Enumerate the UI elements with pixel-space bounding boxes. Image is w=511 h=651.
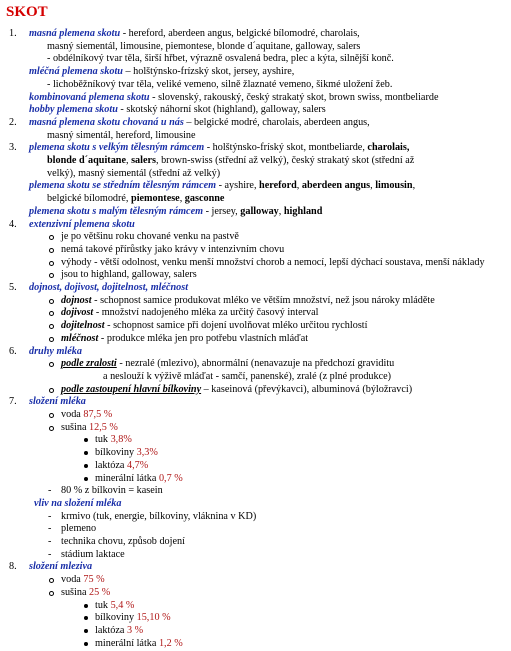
s3-velky-bold: salers bbox=[131, 155, 156, 166]
s3-velky-cont2: velký), masný siementál (střední až velký) bbox=[47, 167, 221, 179]
s8-susina bbox=[61, 587, 110, 600]
s5-item bbox=[61, 307, 318, 320]
s7-sub-label: bílkoviny bbox=[95, 447, 137, 459]
s3-maly-text: - jersey, bbox=[203, 205, 241, 217]
s5-text: - schopnost samice produkovat mléko ve větším množství, než jsou nároky mláděte bbox=[91, 294, 435, 306]
circle-bullet-icon bbox=[49, 324, 54, 329]
s7-vliv-item: plemeno bbox=[61, 523, 97, 535]
s5-item bbox=[61, 333, 308, 346]
s3-velky-cont bbox=[47, 155, 414, 168]
s3-maly-text: , bbox=[278, 205, 284, 217]
s7-susina bbox=[61, 422, 118, 435]
s8-sub-label: laktóza bbox=[95, 624, 127, 636]
dash-bullet-icon: - bbox=[48, 510, 52, 522]
s1-kombinovana-text: - slovenský, rakouský, český strakatý skot, brown swiss, montbeliarde bbox=[149, 91, 439, 103]
s2-heading: masná plemena skotu chovaná u nás bbox=[29, 116, 184, 128]
s1-masna-heading: masná plemena skotu bbox=[29, 28, 121, 39]
s5-term: dojnost bbox=[61, 294, 92, 306]
s1-mlecna-text: – holštýnsko-frízský skot, jersey, ayshire, bbox=[122, 66, 295, 78]
circle-bullet-icon bbox=[49, 591, 54, 596]
s3-velky-bold: blonde d´aquitane bbox=[47, 155, 126, 166]
s6-item-zralost bbox=[61, 358, 394, 371]
section-6-number: 6. bbox=[9, 345, 17, 357]
s1-masna-line bbox=[29, 28, 360, 41]
s7-sub-item bbox=[95, 460, 148, 473]
s1-masna-body: - obdélníkový tvar těla, širší hřbet, výrazně osvalená bedra, plec a kýta, silnější konč. bbox=[47, 53, 394, 65]
s7-voda-label: voda bbox=[61, 409, 84, 420]
dot-bullet-icon bbox=[84, 451, 88, 455]
s7-sub-item bbox=[95, 434, 132, 447]
s7-susina-value: 12,5 % bbox=[89, 421, 118, 433]
s4-item: jsou to highland, galloway, salers bbox=[61, 269, 197, 281]
s3-stredni-cont bbox=[47, 193, 224, 206]
s8-sub-label: bílkoviny bbox=[95, 612, 137, 624]
s6-item-bilkovina bbox=[61, 384, 412, 397]
s3-stredni-text: - ayshire, bbox=[216, 180, 260, 192]
s3-velky-line bbox=[29, 142, 409, 155]
s6-text: – kaseinová (převýkavci), albuminová (býložravci) bbox=[201, 383, 413, 395]
circle-bullet-icon bbox=[49, 426, 54, 431]
s1-hobby-heading: hobby plemena skotu bbox=[29, 104, 118, 116]
s1-hobby-line bbox=[29, 104, 326, 117]
circle-bullet-icon bbox=[49, 248, 54, 253]
s1-mlecna-heading: mléčná plemena skotu bbox=[29, 66, 123, 78]
s3-stredni-text: , bbox=[370, 180, 376, 192]
s8-sub-value: 15,10 % bbox=[136, 612, 171, 624]
page-title: SKOT bbox=[6, 4, 48, 20]
s7-vliv-heading: vliv na složení mléka bbox=[34, 497, 122, 509]
circle-bullet-icon bbox=[49, 273, 54, 278]
s8-sub-item bbox=[95, 638, 183, 651]
circle-bullet-icon bbox=[49, 362, 54, 367]
circle-bullet-icon bbox=[49, 413, 54, 418]
s2-text: – belgické modré, charolais, aberdeen angus, bbox=[183, 116, 370, 128]
s3-stredni-bold: limousin bbox=[375, 180, 413, 192]
dot-bullet-icon bbox=[84, 477, 88, 481]
dot-bullet-icon bbox=[84, 464, 88, 468]
s3-stredni-text: , bbox=[179, 193, 185, 205]
section-2-number: 2. bbox=[9, 116, 17, 128]
s5-text: - množství nadojeného mléka za určitý časový interval bbox=[93, 307, 319, 319]
s5-item bbox=[61, 295, 435, 308]
s5-item bbox=[61, 320, 367, 333]
s1-masna-breeds: masný siementál, limousine, piemontese, blonde d´aquitane, galloway, salers bbox=[47, 40, 361, 52]
s8-sub-item bbox=[95, 612, 171, 625]
s1-mlecna-line bbox=[29, 66, 294, 79]
s5-term: dojivost bbox=[61, 307, 94, 319]
section-7-number: 7. bbox=[9, 396, 17, 408]
dot-bullet-icon bbox=[84, 616, 88, 620]
s6-heading: druhy mléka bbox=[29, 345, 82, 357]
s8-sub-label: minerální látka bbox=[95, 637, 159, 649]
s5-text: - produkce mléka jen pro potřebu vlastních mláďat bbox=[98, 332, 309, 344]
circle-bullet-icon bbox=[49, 261, 54, 266]
s3-maly-bold: highland bbox=[283, 205, 323, 217]
s3-stredni-bold: piemontese bbox=[131, 193, 180, 205]
s7-sub-label: laktóza bbox=[95, 459, 127, 471]
s3-stredni-bold: hereford bbox=[259, 180, 297, 192]
s3-maly-bold: galloway bbox=[240, 205, 279, 217]
section-3-number: 3. bbox=[9, 142, 17, 154]
s3-maly-heading: plemena skotu s malým tělesným rámcem bbox=[29, 205, 204, 217]
s8-sub-item bbox=[95, 625, 143, 638]
s7-sub-value: 3,3% bbox=[136, 447, 158, 459]
circle-bullet-icon bbox=[49, 578, 54, 583]
s6-item-zralost-cont: a neslouží k výživě mláďat - samčí, panenské), zralé (z plné produkce) bbox=[103, 370, 392, 382]
s3-stredni-bold: gasconne bbox=[184, 193, 225, 205]
s3-stredni-bold: aberdeen angus bbox=[301, 180, 371, 192]
s8-sub-item bbox=[95, 600, 134, 613]
section-4-number: 4. bbox=[9, 218, 17, 230]
section-1-number: 1. bbox=[9, 28, 17, 39]
s5-term: mléčnost bbox=[61, 332, 99, 344]
s7-vliv-item: stádium laktace bbox=[61, 548, 125, 560]
s7-sub-label: minerální látka bbox=[95, 472, 159, 484]
s2-line bbox=[29, 117, 370, 130]
s1-hobby-text: - skotský náhorní skot (highland), galloway, salers bbox=[117, 104, 326, 116]
s7-sub-item bbox=[95, 473, 183, 486]
s3-maly-line bbox=[29, 206, 322, 219]
s3-velky-text: , bbox=[125, 155, 132, 166]
s1-mlecna-body: - lichoběžníkový tvar těla, veliké vemeno, silně žlaznaté vemeno, šikmé uložení žeb. bbox=[47, 78, 393, 90]
s7-vliv-item: krmivo (tuk, energie, bílkoviny, vláknina v KD) bbox=[61, 510, 257, 522]
s3-stredni-line bbox=[29, 180, 415, 193]
s7-sub-value: 4,7% bbox=[126, 459, 149, 471]
s5-text: - schopnost samice při dojení uvolňovat mléko určitou rychlostí bbox=[104, 320, 368, 332]
section-8-number: 8. bbox=[9, 561, 17, 573]
s8-heading: složení mleziva bbox=[29, 561, 93, 573]
s1-masna-text: - hereford, aberdeen angus, belgické bílomodré, charolais, bbox=[120, 28, 360, 39]
s3-stredni-text: belgické bílomodré, bbox=[47, 193, 132, 205]
s7-voda-value: 87,5 % bbox=[83, 409, 113, 420]
s2-text-cont: masný simentál, hereford, limousine bbox=[47, 129, 196, 141]
s3-velky-text: - holštýnsko-fríský skot, montbeliarde, bbox=[204, 142, 368, 154]
s3-velky-heading: plemena skotu s velkým tělesným rámcem bbox=[29, 142, 205, 154]
s8-sub-label: tuk bbox=[95, 599, 111, 611]
s7-sub-value: 3,8% bbox=[110, 434, 132, 446]
s3-stredni-text: , bbox=[412, 180, 416, 192]
dash-bullet-icon: - bbox=[48, 485, 52, 497]
s6-text: - nezralé (mlezivo), abnormální (nenavazuje na předchozí graviditu bbox=[116, 358, 395, 370]
s5-term: dojitelnost bbox=[61, 320, 105, 332]
s8-susina-value: 25 % bbox=[89, 586, 111, 598]
s4-heading: extenzivní plemena skotu bbox=[29, 218, 135, 230]
dash-bullet-icon: - bbox=[48, 548, 52, 560]
s7-voda bbox=[61, 409, 112, 422]
circle-bullet-icon bbox=[49, 337, 54, 342]
s8-sub-value: 5,4 % bbox=[110, 599, 135, 611]
dot-bullet-icon bbox=[84, 604, 88, 608]
s7-sub-item bbox=[95, 447, 158, 460]
s6-term: podle zastoupení hlavní bílkoviny bbox=[61, 383, 202, 395]
circle-bullet-icon bbox=[49, 311, 54, 316]
s3-stredni-text: , bbox=[296, 180, 302, 192]
s4-item: nemá takové přírůstky jako krávy v intenzivním chovu bbox=[61, 243, 285, 255]
dot-bullet-icon bbox=[84, 438, 88, 442]
s4-item: je po většinu roku chované venku na pastvě bbox=[61, 231, 239, 243]
s8-sub-value: 1,2 % bbox=[158, 637, 183, 649]
dash-bullet-icon: - bbox=[48, 523, 52, 535]
dot-bullet-icon bbox=[84, 642, 88, 646]
s1-kombinovana-heading: kombinovaná plemena skotu bbox=[29, 91, 150, 103]
s8-voda-label: voda bbox=[61, 574, 84, 586]
s3-stredni-heading: plemena skotu se středním tělesným rámcem bbox=[29, 180, 217, 192]
s5-heading: dojnost, dojivost, dojitelnost, mléčnost bbox=[29, 282, 189, 293]
circle-bullet-icon bbox=[49, 388, 54, 393]
s8-voda-value: 75 % bbox=[83, 574, 105, 586]
s7-sub-value: 0,7 % bbox=[158, 472, 183, 484]
s8-voda bbox=[61, 574, 105, 587]
s1-kombinovana-line bbox=[29, 92, 438, 105]
circle-bullet-icon bbox=[49, 299, 54, 304]
section-5-number: 5. bbox=[9, 282, 17, 293]
dot-bullet-icon bbox=[84, 629, 88, 633]
s3-velky-bold: charolais, bbox=[367, 142, 410, 154]
s7-heading: složení mléka bbox=[29, 396, 86, 408]
dash-bullet-icon: - bbox=[48, 536, 52, 547]
circle-bullet-icon bbox=[49, 235, 54, 240]
s3-velky-text: , brown-swiss (střední až velký), český strakatý skot (střední až bbox=[155, 155, 415, 166]
s7-vliv-item: technika chovu, způsob dojení bbox=[61, 536, 185, 547]
s7-sub-label: tuk bbox=[95, 434, 111, 446]
s8-sub-value: 3 % bbox=[126, 624, 144, 636]
s7-susina-label: sušina bbox=[61, 421, 90, 433]
s8-susina-label: sušina bbox=[61, 586, 90, 598]
s6-term: podle zralosti bbox=[61, 358, 117, 370]
s7-note: 80 % z bílkovin = kasein bbox=[61, 485, 163, 497]
s4-item: výhody - větší odolnost, venku menší množství chorob a nemocí, lepší dýchací soustava, menší náklady bbox=[61, 256, 485, 268]
